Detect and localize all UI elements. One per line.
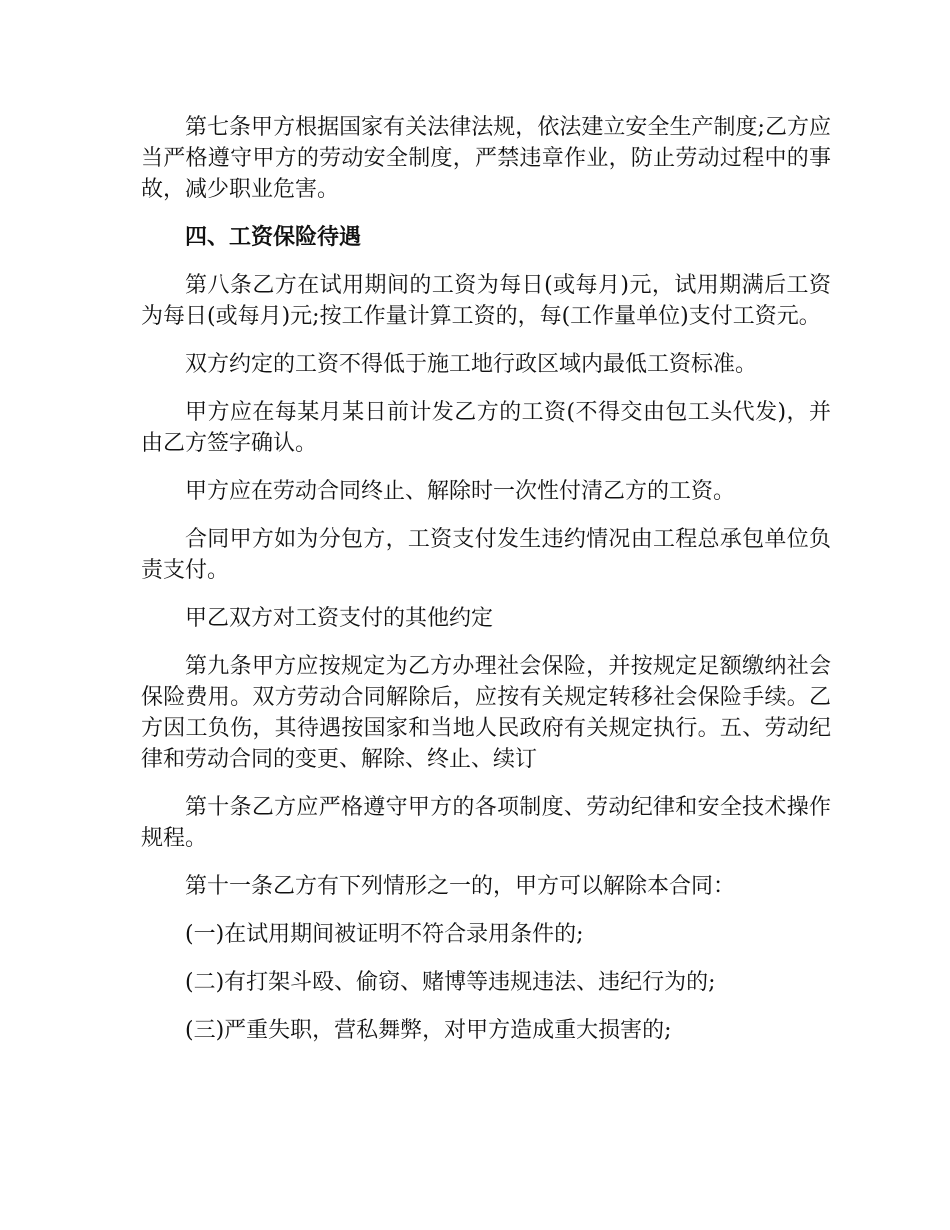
section-heading-wages-insurance: 四、工资保险待遇 bbox=[185, 225, 362, 250]
paragraph-article-10: 第十条乙方应严格遵守甲方的各项制度、劳动纪律和安全技术操作规程。 bbox=[141, 795, 831, 851]
list-item-3: (三)严重失职，营私舞弊，对甲方造成重大损害的; bbox=[185, 1018, 672, 1043]
paragraph-subcontractor: 合同甲方如为分包方，工资支付发生违约情况由工程总承包单位负责支付。 bbox=[141, 527, 831, 583]
list-item-2: (二)有打架斗殴、偷窃、赌博等违规违法、违纪行为的; bbox=[185, 970, 716, 995]
document-body bbox=[141, 112, 831, 1063]
paragraph-final-payment: 甲方应在劳动合同终止、解除时一次性付清乙方的工资。 bbox=[185, 479, 736, 504]
list-item-1: (一)在试用期间被证明不符合录用条件的; bbox=[185, 922, 584, 947]
paragraph-other-agreements: 甲乙双方对工资支付的其他约定 bbox=[185, 606, 494, 631]
paragraph-minimum-wage: 双方约定的工资不得低于施工地行政区域内最低工资标准。 bbox=[185, 352, 758, 377]
paragraph-pay-date: 甲方应在每某月某日前计发乙方的工资(不得交由包工头代发)，并由乙方签字确认。 bbox=[141, 400, 831, 456]
paragraph-article-8: 第八条乙方在试用期间的工资为每日(或每月)元，试用期满后工资为每日(或每月)元;按工作量计算工资的，每(工作量单位)支付工资元。 bbox=[141, 273, 831, 329]
paragraph-article-9: 第九条甲方应按规定为乙方办理社会保险，并按规定足额缴纳社会保险费用。双方劳动合同解除后，应按有关规定转移社会保险手续。乙方因工负伤，其待遇按国家和当地人民政府有关规定执行。五、劳动纪律和劳动合同的变更、解除、终止、续订 bbox=[141, 654, 831, 772]
paragraph-article-11: 第十一条乙方有下列情形之一的，甲方可以解除本合同： bbox=[185, 874, 736, 899]
paragraph-article-7: 第七条甲方根据国家有关法律法规，依法建立安全生产制度;乙方应当严格遵守甲方的劳动安全制度，严禁违章作业，防止劳动过程中的事故，减少职业危害。 bbox=[141, 115, 831, 202]
